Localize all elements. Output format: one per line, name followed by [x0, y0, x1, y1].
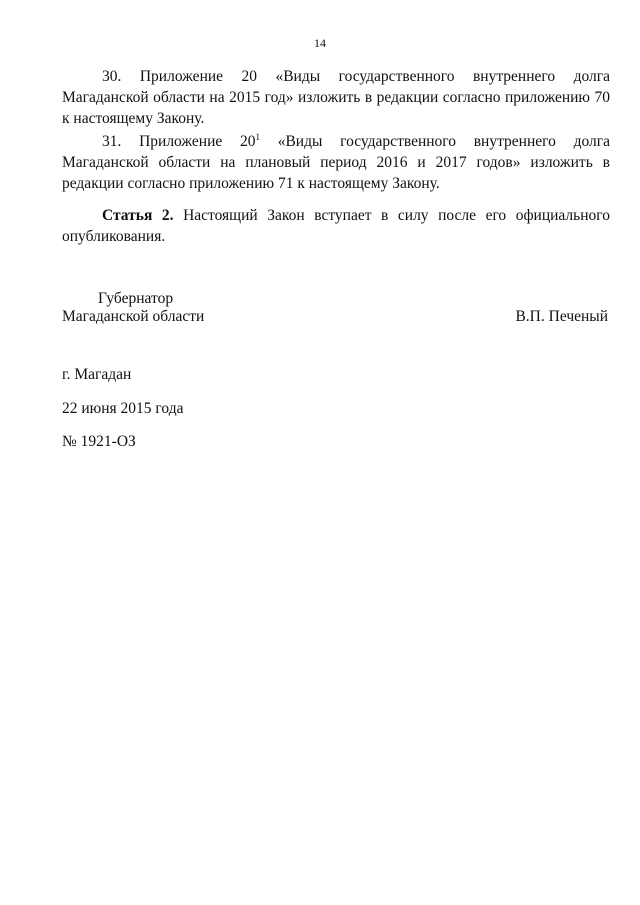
item-31-superscript: 1 — [255, 131, 260, 142]
item-31-text-end: «Виды государственного внутреннего долга Магаданской области на плановый период 2016 и 2017 годов» изложить в редакции согласно приложению 71 к настоящему Закону. — [62, 133, 610, 192]
paragraph-article-2 — [62, 205, 610, 247]
signatory-title: Губернатор — [98, 290, 174, 307]
item-31-text-start: 31. Приложение 20 — [102, 133, 256, 150]
item-30-text: 30. Приложение 20 «Виды государственного внутреннего долга Магаданской области на 2015 год» изложить в редакции согласно приложению 70 к настоящему Закону. — [62, 68, 610, 127]
paragraph-item-30 — [62, 66, 610, 129]
law-date: 22 июня 2015 года — [62, 400, 184, 417]
page-number: 14 — [314, 36, 326, 50]
signatory-name: В.П. Печеный — [515, 308, 608, 325]
city: г. Магадан — [62, 366, 132, 383]
law-number: № 1921-ОЗ — [62, 433, 136, 450]
article-label: Статья 2. — [102, 207, 174, 224]
paragraph-item-31 — [62, 131, 610, 194]
signatory-region: Магаданской области — [62, 308, 205, 325]
article-text: Настоящий Закон вступает в силу после его официального опубликования. — [62, 207, 610, 245]
